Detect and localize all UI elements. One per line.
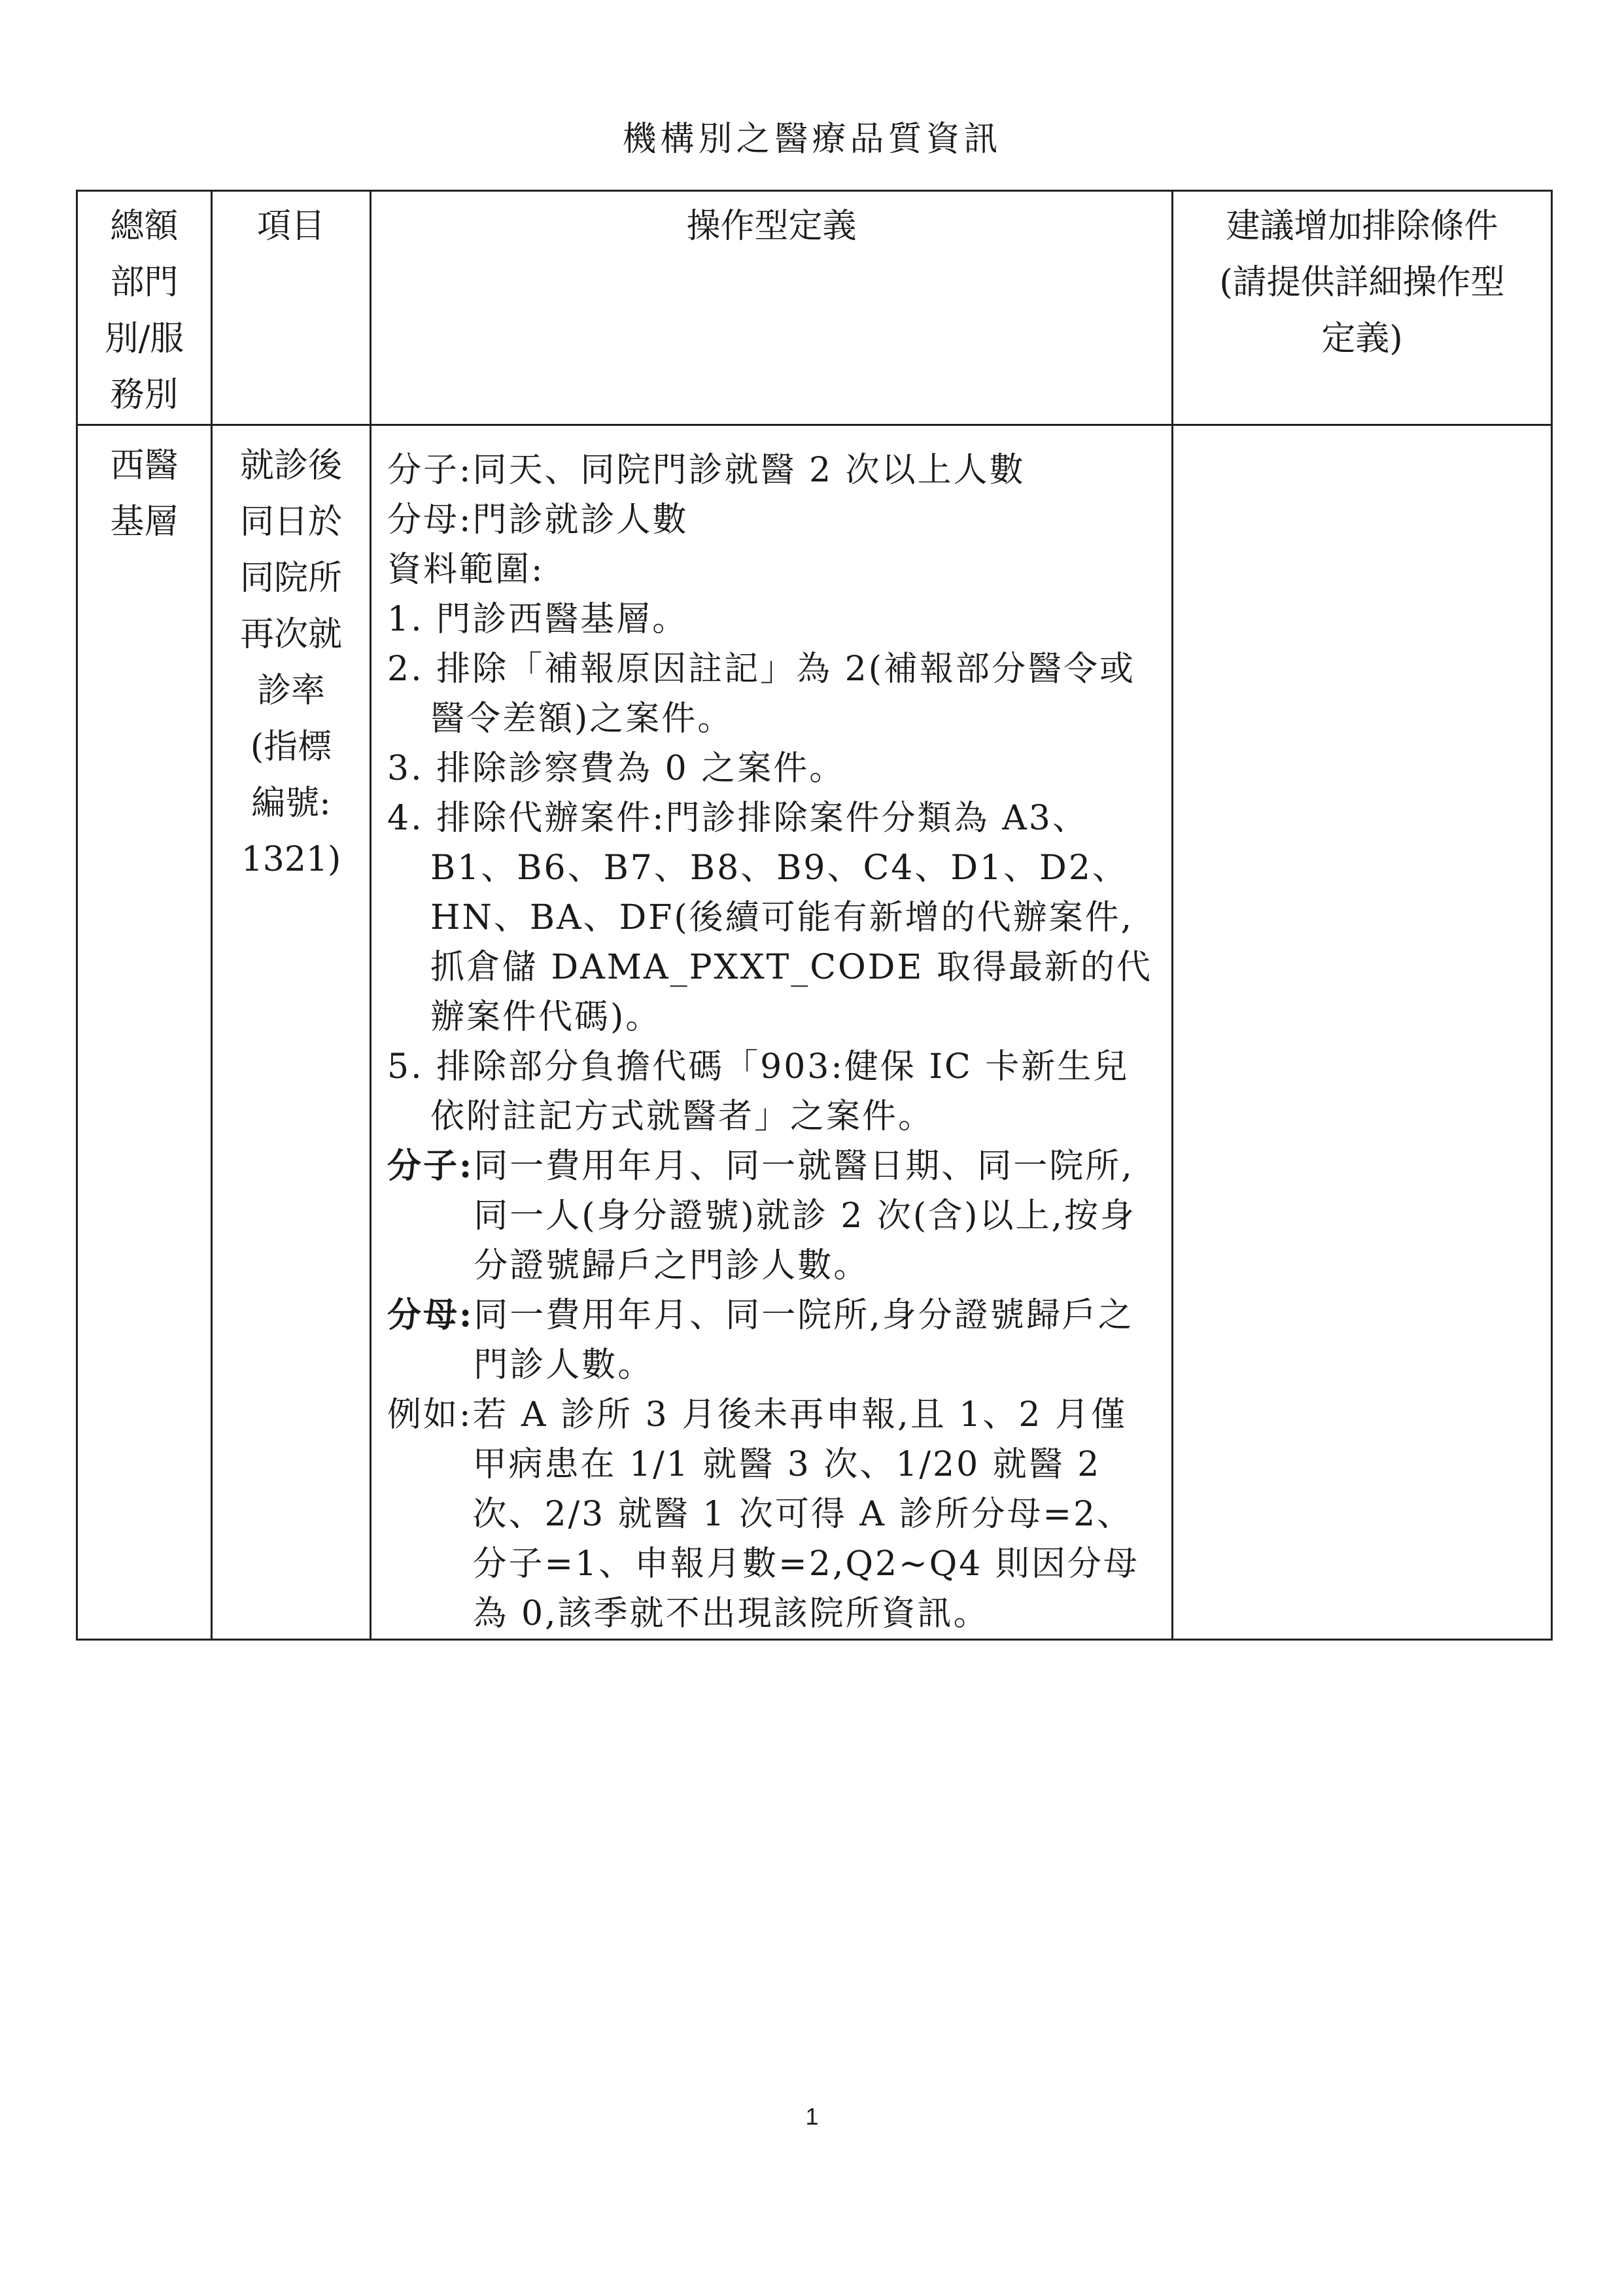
item-line: 就診後 [239,446,342,485]
header-item: 項目 [212,191,371,425]
scope-item: 3. 排除診察費為 0 之案件。 [387,749,846,788]
numerator-detail-text: 同一費用年月、同一就醫日期、同一院所,同一人(身分證號)就診 2 次(含)以上,按身分證號歸戶之門診人數。 [474,1147,1137,1285]
dept-line: 西醫 [110,446,179,485]
item-line: 同日於 [239,502,342,542]
quality-indicator-table [76,190,1553,1641]
example-label: 例如: [387,1395,473,1435]
header-dept-line: 部門 [110,263,179,302]
example-text: 若 A 診所 3 月後未再申報,且 1、2 月僅甲病患在 1/1 就醫 3 次、1/20 就醫 2 次、2/3 就醫 1 次可得 A 診所分母=2、分子=1、申報月數=2,Q2~Q4 則因分母為 0,該季就不出現該院所資訊。 [472,1395,1139,1633]
suggestion-cell [1173,425,1552,1640]
item-line: 診率 [256,671,325,710]
example-block [387,1390,1156,1639]
dept-line: 基層 [110,502,179,542]
item-line: 1321) [241,840,341,879]
scope-item: 2. 排除「補報原因註記」為 2(補報部分醫令或醫令差額)之案件。 [387,650,1136,739]
item-line: (指標 [250,727,332,767]
denominator-text: 分母:門診就診人數 [387,500,689,540]
header-dept-line: 別/服 [104,319,184,358]
header-suggestion-line: (請提供詳細操作型 [1219,263,1505,302]
item-cell [212,425,371,1640]
definition-cell [371,425,1173,1640]
page-number: 1 [805,2103,819,2130]
dept-cell [77,425,212,1640]
page-title: 機構別之醫療品質資訊 [622,120,1002,159]
header-dept-line: 務別 [110,375,179,415]
denominator-detail-text: 同一費用年月、同一院所,身分證號歸戶之門診人數。 [474,1296,1134,1385]
header-definition: 操作型定義 [371,191,1173,425]
numerator-detail-label: 分子: [387,1146,474,1186]
scope-item: 4. 排除代辦案件:門診排除案件分類為 A3、B1、B6、B7、B8、B9、C4、D1、D2、HN、BA、DF(後續可能有新增的代辦案件,抓倉儲 DAMA_PXXT_CODE 取得最新的代辦案件代碼)。 [387,799,1152,1037]
header-suggestion [1173,191,1552,425]
numerator-text: 分子:同天、同院門診就醫 2 次以上人數 [387,451,1026,490]
table-header-row [77,191,1552,425]
item-line: 同院所 [239,559,342,598]
item-line: 編號: [251,784,331,823]
item-line: 再次就 [239,615,342,654]
header-suggestion-line: 定義) [1321,319,1403,358]
table-row [77,425,1552,1640]
header-dept [77,191,212,425]
header-suggestion-line: 建議增加排除條件 [1226,207,1498,246]
scope-item: 1. 門診西醫基層。 [387,600,689,639]
header-dept-line: 總額 [110,207,179,246]
denominator-detail-label: 分母: [387,1295,474,1335]
scope-item: 5. 排除部分負擔代碼「903:健保 IC 卡新生兒依附註記方式就醫者」之案件。 [387,1047,1130,1136]
numerator-detail [387,1141,1156,1291]
scope-label: 資料範圍: [387,550,545,589]
denominator-detail [387,1291,1156,1390]
